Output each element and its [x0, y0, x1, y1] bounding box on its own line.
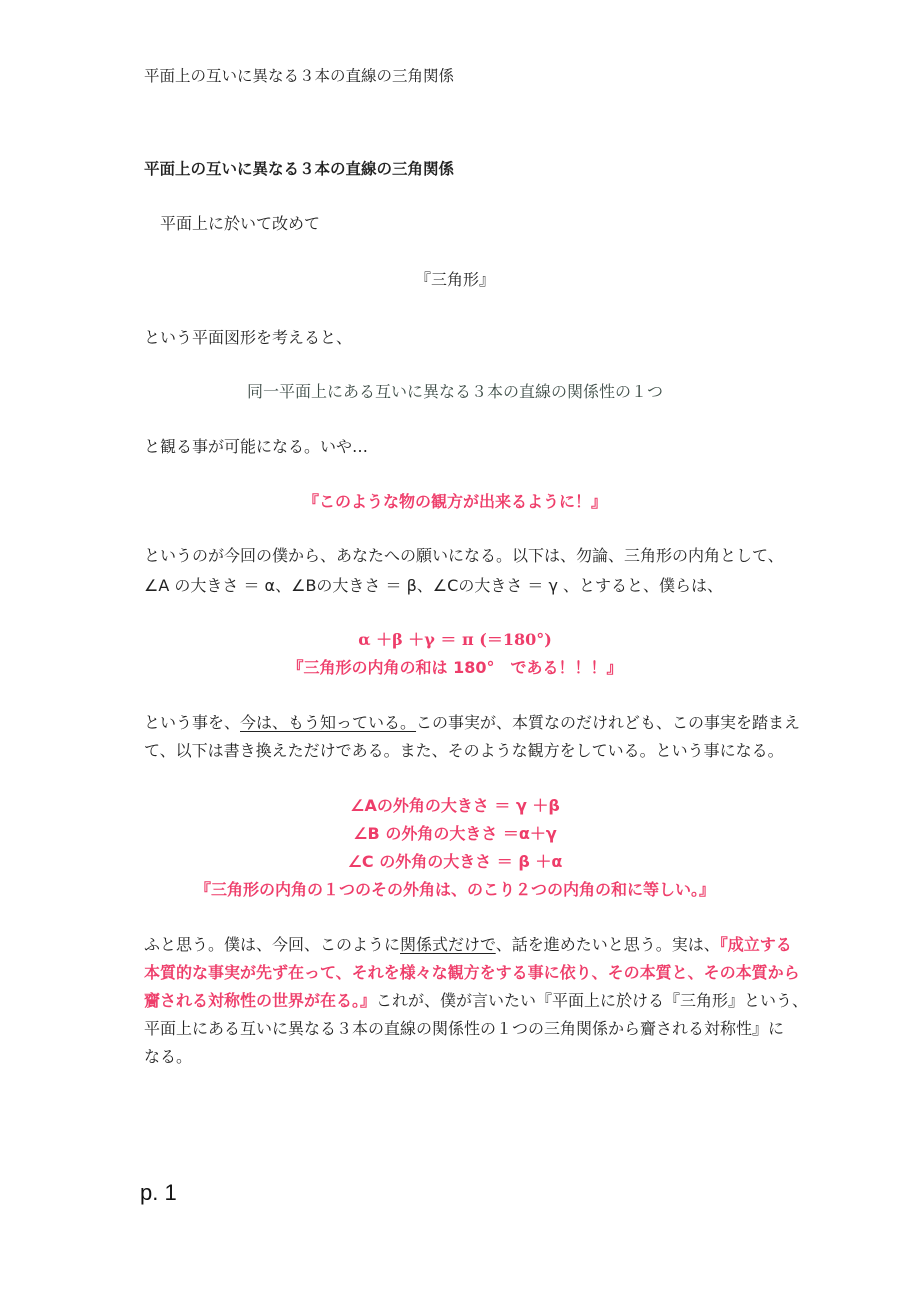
paragraph-6-text-cont: 、話を進めたいと思う。実は、 [495, 935, 720, 954]
paragraph-2: という平面図形を考えると、 [144, 328, 353, 347]
page-number: p. 1 [140, 1180, 177, 1205]
paragraph-5-line-1 [144, 713, 800, 733]
angle-sum-statement: 『三角形の内角の和は 180° である！！！』 [287, 658, 623, 677]
underlined-phrase: 今は、もう知っている。 [240, 713, 417, 732]
exterior-angle-b: ∠B の外角の大きさ ＝α＋γ [353, 824, 557, 843]
exterior-angle-a: ∠Aの外角の大きさ ＝ γ ＋β [350, 796, 560, 815]
highlight-start: 『成立する [719, 935, 792, 954]
paragraph-6-line-1 [144, 935, 792, 955]
paragraph-5-text: という事を、 [144, 713, 241, 732]
exterior-angle-c: ∠C の外角の大きさ ＝ β ＋α [347, 852, 563, 871]
paragraph-6-line-2: 本質的な事実が先ず在って、それを様々な観方をする事に依り、その本質と、その本質から [144, 963, 800, 982]
paragraph-5-text-cont: この事実が、本質なのだけれども、この事実を踏まえ [416, 713, 801, 732]
exterior-angle-statement: 『三角形の内角の１つのその外角は、のこり２つの内角の和に等しい。』 [194, 880, 715, 899]
paragraph-4-line-2: ∠A の大きさ ＝ α、∠Bの大きさ ＝ β、∠Cの大きさ ＝ γ 、とすると、僕らは、 [144, 576, 724, 595]
highlight-end: 齎される対称性の世界が在る。』 [144, 991, 377, 1010]
page-header: 平面上の互いに異なる３本の直線の三角関係 [144, 67, 455, 85]
underlined-phrase-2: 関係式だけで [400, 935, 496, 954]
section-title: 平面上の互いに異なる３本の直線の三角関係 [144, 160, 455, 178]
paragraph-6-line-4: 平面上にある互いに異なる３本の直線の関係性の１つの三角関係から齎される対称性』に [144, 1019, 785, 1038]
relation-line: 同一平面上にある互いに異なる３本の直線の関係性の１つ [246, 382, 663, 401]
paragraph-6-line-5: なる。 [144, 1047, 193, 1066]
paragraph-5-line-2: て、以下は書き換えただけである。また、そのような観方をしている。という事になる。 [144, 741, 784, 760]
wish-line: 『このような物の観方が出来るように！』 [302, 492, 607, 511]
paragraph-1: 平面上に於いて改めて [160, 214, 321, 233]
paragraph-6-text: ふと思う。僕は、今回、このように [144, 935, 401, 954]
paragraph-6-line-3 [144, 991, 808, 1011]
paragraph-3: と観る事が可能になる。いや… [144, 437, 369, 456]
paragraph-4-line-1: というのが今回の僕から、あなたへの願いになる。以下は、勿論、三角形の内角として、 [144, 546, 784, 565]
angle-sum-formula: α ＋β ＋γ ＝ π (＝180°) [358, 630, 552, 649]
triangle-term: 『三角形』 [414, 270, 495, 289]
paragraph-6-line-3-text: これが、僕が言いたい『平面上に於ける『三角形』という、 [376, 991, 809, 1010]
